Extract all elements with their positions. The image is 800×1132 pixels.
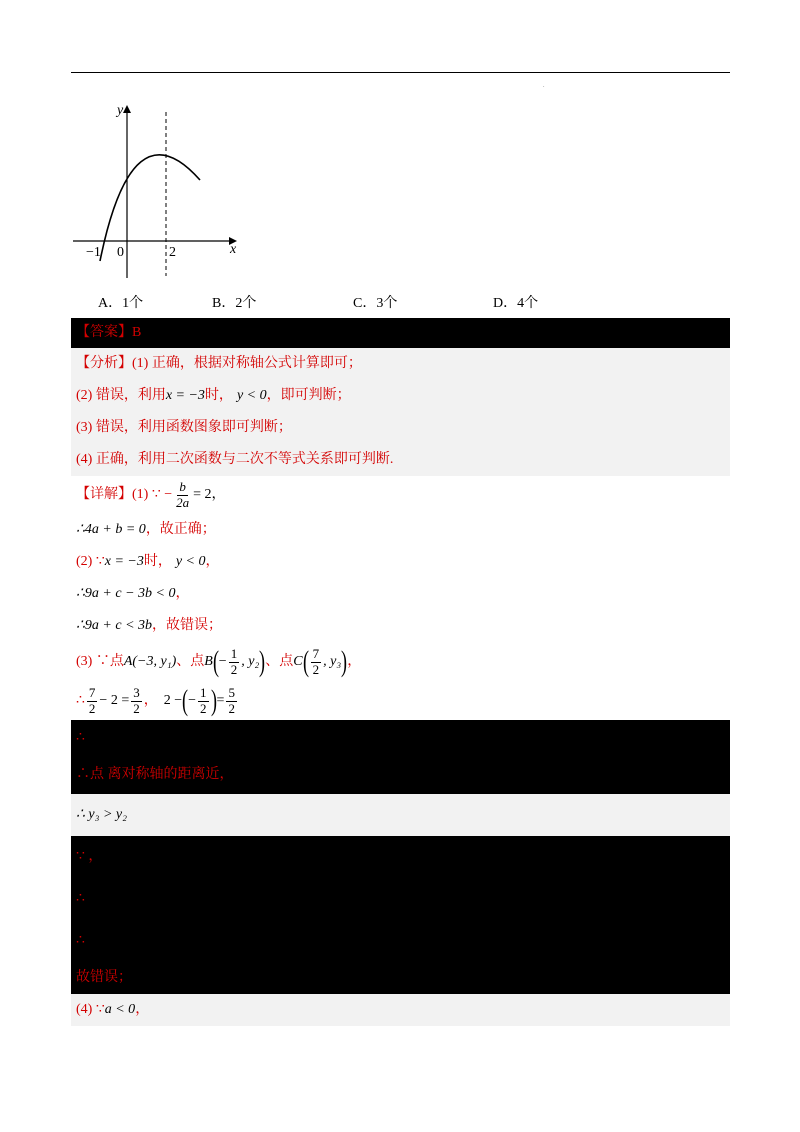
detail-line-12 — [71, 878, 730, 920]
answer-options — [0, 292, 800, 312]
detail-text-3c: ， — [205, 553, 220, 569]
fraction-denominator: 2 — [200, 700, 207, 716]
detail-text-6c: 、点 — [265, 653, 294, 669]
detail-text-14: 故错误； — [76, 969, 132, 985]
analysis-tag: 【分析】 — [76, 355, 132, 371]
detail-text-6a: (3) ∵点 — [76, 653, 124, 669]
fraction-numerator: 7 — [88, 684, 96, 700]
answer-tag: 【答案】 — [76, 324, 132, 340]
point-b-fraction — [229, 647, 240, 678]
answer-row — [71, 318, 730, 348]
fraction-numerator: 7 — [312, 645, 320, 661]
fraction-3-2 — [131, 686, 142, 717]
fraction-denominator: 2 — [133, 700, 140, 716]
detail-math-3b: y < 0 — [175, 553, 206, 569]
parabola-graph — [70, 98, 250, 283]
tick-neg-one: −1 — [86, 245, 101, 260]
analysis-text-2b: 时， — [204, 387, 233, 403]
detail-text-3a: (2) ∵ — [76, 553, 105, 569]
detail-line-1 — [71, 476, 730, 514]
answer-value: B — [132, 324, 142, 340]
analysis-math-2b: y < 0 — [236, 387, 267, 403]
paren-close: ) — [210, 684, 217, 717]
paren-close: ) — [259, 645, 266, 678]
option-d[interactable]: D．4个 — [493, 296, 539, 311]
detail-math-7b: 2 − — [163, 692, 183, 708]
detail-line-7: ∴ $\frac{7}{2}$ − 2 = $\frac{3}{2}$ ， 2 − ( − $\frac{1}{2}$ ) = $\frac{5}{2}$ — [76, 684, 235, 717]
detail-math-7a: − 2 = — [99, 692, 130, 708]
detail-text-15b: ， — [135, 1001, 150, 1017]
fraction-denominator: 2 — [88, 700, 96, 716]
fraction-denominator: 2 — [312, 661, 320, 677]
detail-line-15 — [71, 994, 730, 1026]
fraction-1-2 — [198, 686, 209, 717]
analysis-line-3 — [71, 412, 730, 444]
parabola-curve — [100, 155, 200, 261]
detail-text-5: ，故错误； — [152, 617, 223, 633]
point-b-y: y₂ — [248, 653, 260, 669]
origin-label: 0 — [117, 245, 124, 260]
option-a[interactable]: A．1个 — [98, 296, 144, 311]
point-b-label: B — [204, 653, 213, 669]
analysis-text-1: (1) 正确，根据对称轴公式计算即可； — [132, 355, 362, 371]
paren-open: ( — [302, 645, 309, 678]
detail-text-13: ∴ — [76, 932, 85, 948]
fraction-denominator: 2 — [228, 700, 235, 716]
analysis-text-3: (3) 错误，利用函数图象即可判断； — [76, 419, 292, 435]
detail-text-6b: 、点 — [176, 653, 205, 669]
detail-line-11 — [71, 836, 730, 878]
fraction-denominator: 2 — [230, 661, 238, 677]
detail-math-10: ∴ y₃ > y₂ — [76, 806, 128, 822]
detail-line-5 — [71, 610, 730, 642]
detail-text-1b: = 2， — [193, 486, 226, 502]
detail-text-2: ，故正确； — [145, 521, 216, 537]
detail-line-10 — [71, 794, 730, 836]
fraction-numerator: 1 — [230, 645, 238, 661]
detail-text-12: ∴ — [76, 890, 85, 906]
analysis-line-1 — [71, 348, 730, 380]
point-c-y: y₃ — [330, 653, 342, 669]
detail-tag: 【详解】 — [76, 486, 132, 502]
analysis-text-2a: (2) 错误，利用 — [76, 387, 166, 403]
detail-text-1a: (1) ∵ − — [132, 486, 173, 502]
detail-text-3b: 时， — [143, 553, 172, 569]
detail-math-2: ∴4a + b = 0 — [76, 521, 146, 537]
analysis-line-2 — [71, 380, 730, 412]
tick-two: 2 — [169, 245, 176, 260]
fraction-5-2 — [226, 686, 237, 717]
detail-math-15: a < 0 — [104, 1001, 136, 1017]
paren-close: ) — [341, 645, 348, 678]
paren-open: ( — [212, 645, 219, 678]
fraction-numerator: b — [179, 478, 186, 494]
solution-content — [71, 318, 730, 1026]
y-axis-label: y — [117, 103, 124, 118]
detail-text-9: ∴点 离对称轴的距离近， — [76, 767, 234, 783]
option-c[interactable]: C．3个 — [353, 296, 398, 311]
detail-line-9 — [71, 757, 730, 794]
detail-line-8 — [71, 720, 730, 757]
detail-math-5: ∴9a + c < 3b — [76, 617, 153, 633]
analysis-math-2a: x = −3 — [165, 387, 205, 403]
header-rule — [71, 72, 730, 73]
detail-math-3a: x = −3 — [104, 553, 144, 569]
detail-math-4: ∴9a + c − 3b < 0 — [76, 585, 176, 601]
detail-text-15a: (4) ∵ — [76, 1001, 105, 1017]
point-c-label: C — [293, 653, 303, 669]
header-dot: . — [543, 83, 545, 89]
analysis-line-4 — [71, 444, 730, 476]
detail-line-3 — [71, 546, 730, 578]
fraction-denominator: 2a — [176, 494, 190, 510]
detail-text-6d: ， — [347, 653, 362, 669]
paren-open: ( — [182, 684, 189, 717]
point-a: A(−3, y₁) — [123, 653, 177, 669]
fraction-b-over-2a — [174, 480, 191, 511]
detail-text-8: ∴ — [76, 730, 85, 746]
detail-text-4: ， — [175, 585, 190, 601]
detail-line-6: (3) ∵点 A(−3, y₁) 、点 B ( − $\frac{1}{2}$ , y₂ ) 、点 C ( $\frac{7}{2}$ , y₃ ) ， — [76, 645, 362, 678]
point-c-fraction — [311, 647, 322, 678]
detail-line-14 — [71, 962, 730, 994]
fraction-numerator: 1 — [200, 684, 207, 700]
x-axis-label: x — [230, 242, 237, 257]
fraction-numerator: 5 — [228, 684, 235, 700]
detail-text-11: ∵ ， — [76, 848, 103, 864]
detail-line-13 — [71, 920, 730, 962]
therefore-symbol: ∴ — [76, 692, 85, 708]
fraction-7-2 — [87, 686, 98, 717]
fraction-numerator: 3 — [133, 684, 140, 700]
analysis-text-4: (4) 正确，利用二次函数与二次不等式关系即可判断. — [76, 451, 394, 467]
detail-line-2 — [71, 514, 730, 546]
y-axis-arrow — [123, 105, 131, 113]
analysis-text-2c: ，即可判断； — [266, 387, 351, 403]
option-b[interactable]: B．2个 — [212, 296, 257, 311]
detail-line-4 — [71, 578, 730, 610]
